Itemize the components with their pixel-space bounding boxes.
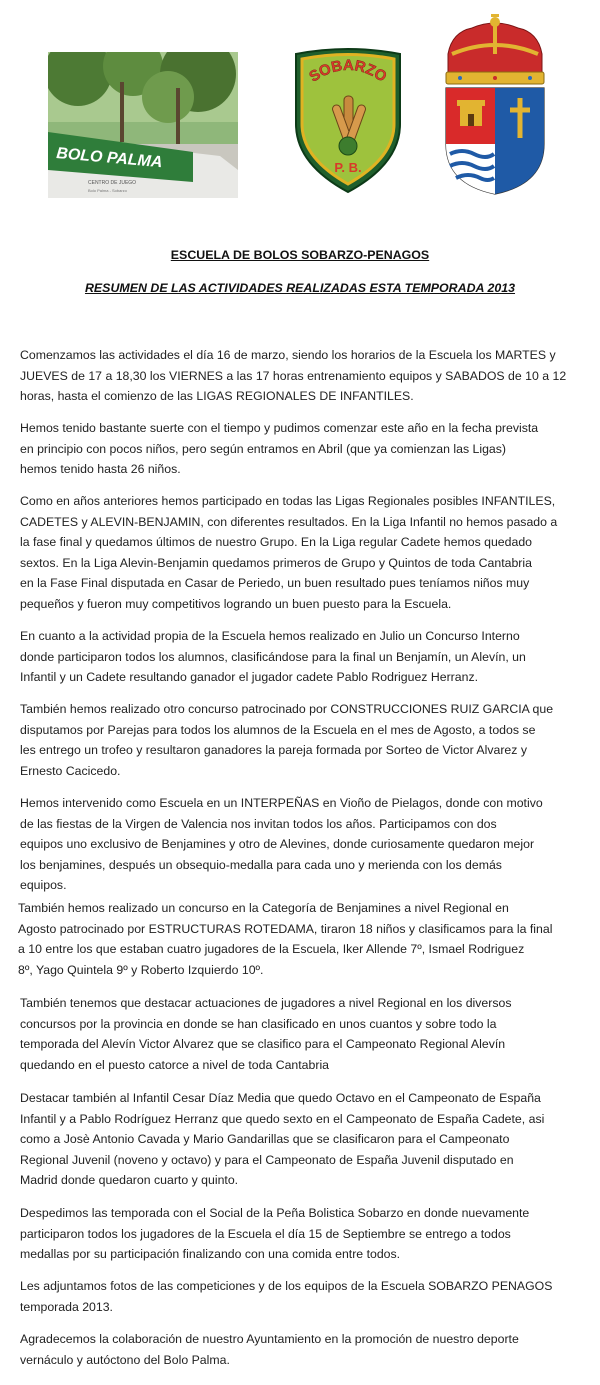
paragraph-line: Les adjuntamos fotos de las competiciones y de los equipos de la Escuela SOBARZO PENAGOS xyxy=(20,1279,553,1293)
paragraph-line: Infantil y a Pablo Rodríguez Herranz que quedo sexto en el Campeonato de España Cadete, asi xyxy=(20,1111,545,1126)
paragraph-line: Agosto patrocinado por ESTRUCTURAS ROTEDAMA, tiraron 18 niños y clasificamos para la final xyxy=(18,921,553,936)
paragraph-line: Como en años anteriores hemos participado en todas las Ligas Regionales posibles INFANTILES, xyxy=(20,494,556,508)
paragraph-line: en principio con pocos niños, pero según entramos en Abril (que ya comienzan las Ligas) xyxy=(20,441,507,456)
document-title: ESCUELA DE BOLOS SOBARZO-PENAGOS xyxy=(170,248,430,262)
paragraph-line: medallas por su participación finalizando con una comida entre todos. xyxy=(20,1247,401,1262)
paragraph-line: horas, hasta el comienzo de las LIGAS REGIONALES DE INFANTILES. xyxy=(20,389,414,404)
paragraph-4 xyxy=(20,626,526,688)
paragraph-line: temporada del Alevín Victor Alvarez que se clasifico para el Campeonato Regional Alevín xyxy=(20,1037,506,1052)
paragraph-line: hemos tenido hasta 26 niños. xyxy=(20,462,181,477)
paragraph-line: Hemos intervenido como Escuela en un INTERPEÑAS en Vioño de Pielagos, donde con motivo xyxy=(20,796,543,810)
paragraph-line: En cuanto a la actividad propia de la Escuela hemos realizado en Julio un Concurso Interno xyxy=(20,629,520,643)
paragraph-8 xyxy=(20,993,512,1075)
paragraph-line: Destacar también al Infantil Cesar Díaz Media que quedo Octavo en el Campeonato de España xyxy=(20,1091,541,1105)
paragraph-line: equipos uno exclusivo de Benjamines y otro de Alevines, donde curiosamente quedaron mejor xyxy=(20,837,535,852)
paragraph-11 xyxy=(20,1276,552,1317)
paragraph-1 xyxy=(20,345,566,407)
paragraph-10 xyxy=(20,1203,529,1265)
photo-sign-text: BOLO PALMA xyxy=(55,145,164,172)
badge-top-text: SOBARZO xyxy=(306,56,390,86)
paragraph-line: participaron todos los jugadores de la Escuela el día 15 de Septiembre se entrego a todos xyxy=(20,1226,511,1241)
header-logos xyxy=(0,0,600,215)
paragraph-line: disputamos por Parejas para todos los alumnos de la Escuela en el mes de Agosto, a todos se xyxy=(20,722,536,737)
paragraph-5 xyxy=(20,699,553,781)
paragraph-line: a 10 entre los que estaban cuatro jugadores de la Escuela, Iker Allende 7º, Ismael Rodriguez xyxy=(18,942,525,957)
paragraph-line: en la Fase Final disputada en Casar de Periedo, un buen resultado pues teníamos niños muy xyxy=(20,576,530,591)
paragraph-line: donde participaron todos los alumnos, clasificándose para la final un Benjamín, un Alevín, un xyxy=(20,649,526,664)
paragraph-7 xyxy=(18,898,552,980)
paragraph-line: vernáculo y autóctono del Bolo Palma. xyxy=(20,1352,230,1367)
paragraph-line: como a Josè Antonio Cavada y Mario Gandarillas que se clasificaron para el Campeonato xyxy=(20,1132,510,1147)
paragraph-line: Despedimos las temporada con el Social de la Peña Bolistica Sobarzo en donde nuevamente xyxy=(20,1206,530,1220)
paragraph-9 xyxy=(20,1088,544,1191)
document-subtitle: RESUMEN DE LAS ACTIVIDADES REALIZADAS ESTA TEMPORADA 2013 xyxy=(84,281,516,295)
paragraph-line: Ernesto Cacicedo. xyxy=(20,763,121,778)
paragraph-line: También hemos realizado un concurso en la Categoría de Benjamines a nivel Regional en xyxy=(18,901,509,915)
paragraph-line: concursos por la provincia en donde se han clasificado en unos cuantos y sobre todo la xyxy=(20,1016,497,1031)
photo-sub-text-2: Bolo Palma - Sobarzo xyxy=(88,188,127,193)
paragraph-line: Agradecemos la colaboración de nuestro Ayuntamiento en la promoción de nuestro deporte xyxy=(20,1332,519,1346)
paragraph-line: Comenzamos las actividades el día 16 de marzo, siendo los horarios de la Escuela los MARTES y xyxy=(20,348,556,362)
badge-bottom-text: P. B. xyxy=(334,160,362,175)
paragraph-line: 8º, Yago Quintela 9º y Roberto Izquierdo 10º. xyxy=(18,962,264,977)
paragraph-line: la fase final y quedamos últimos de nuestro Grupo. En la Liga regular Cadete hemos quedado xyxy=(20,535,533,550)
paragraph-12 xyxy=(20,1329,519,1370)
paragraph-6 xyxy=(20,793,543,896)
paragraph-line: equipos. xyxy=(20,878,67,893)
paragraph-line: temporada 2013. xyxy=(20,1299,113,1314)
paragraph-2 xyxy=(20,418,538,480)
paragraph-line: CADETES y ALEVIN-BENJAMIN, con diferentes resultados. En la Liga Infantil no hemos pasado a xyxy=(20,514,558,529)
bolo-palma-photo xyxy=(48,52,238,198)
paragraph-line: JUEVES de 17 a 18,30 los VIERNES a las 17 horas entrenamiento equipos y SABADOS de 10 a 12 xyxy=(20,368,567,383)
paragraph-line: sextos. En la Liga Alevin-Benjamin quedamos primeros de Grupo y Quintos de toda Cantabria xyxy=(20,555,532,570)
paragraph-line: Infantil y un Cadete resultando ganador el jugador cadete Pablo Rodriguez Herranz. xyxy=(20,670,479,685)
paragraph-line: pequeños y fueron muy competitivos logrando un buen puesto para la Escuela. xyxy=(20,596,452,611)
coat-of-arms xyxy=(442,14,548,196)
sobarzo-pb-badge xyxy=(288,44,408,194)
paragraph-line: los benjamines, después un obsequio-medalla para cada uno y merienda con los demás xyxy=(20,857,502,872)
paragraph-line: Hemos tenido bastante suerte con el tiempo y pudimos comenzar este año en la fecha prevista xyxy=(20,421,539,435)
paragraph-line: Madrid donde quedaron cuarto y quinto. xyxy=(20,1173,239,1188)
paragraph-line: quedando en el puesto catorce a nivel de toda Cantabria xyxy=(20,1057,330,1072)
paragraph-line: Regional Juvenil (noveno y octavo) y para el Campeonato de España Juvenil disputado en xyxy=(20,1152,514,1167)
paragraph-line: También tenemos que destacar actuaciones de jugadores a nivel Regional en los diversos xyxy=(20,996,512,1010)
paragraph-3 xyxy=(20,491,557,615)
paragraph-line: También hemos realizado otro concurso patrocinado por CONSTRUCCIONES RUIZ GARCIA que xyxy=(20,702,554,716)
photo-sub-text-1: CENTRO DE JUEGO xyxy=(88,180,137,186)
paragraph-line: de las fiestas de la Virgen de Valencia nos invitan todos los años. Participamos con dos xyxy=(20,816,497,831)
paragraph-line: les entrego un trofeo y resultaron ganadores la pareja formada por Sorteo de Victor Alvarez y xyxy=(20,743,527,758)
